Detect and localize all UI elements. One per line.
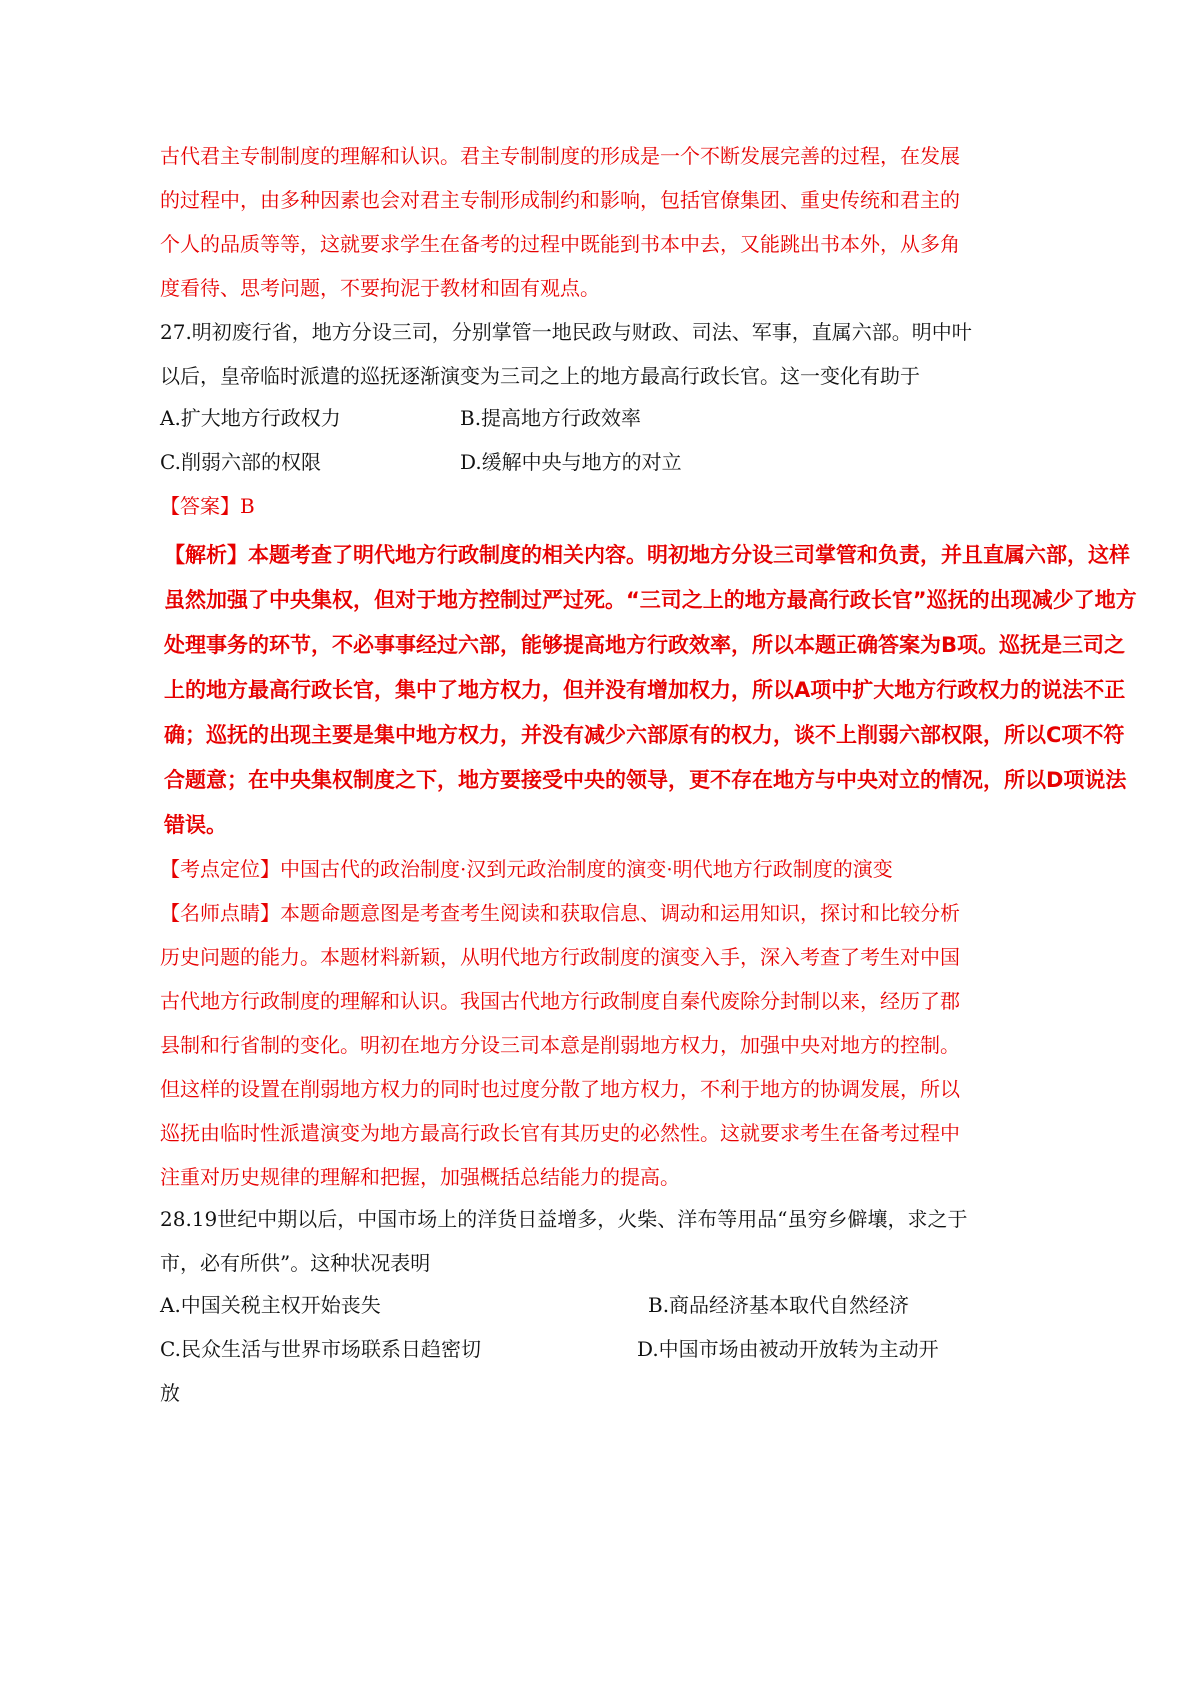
analysis-line: 确；巡抚的出现主要是集中地方权力，并没有减少六部原有的权力，谈不上削弱六部权限，所以C项不符 [164, 723, 1125, 747]
mingshi-line: 古代地方行政制度的理解和认识。我国古代地方行政制度自秦代废除分封制以来，经历了郡 [160, 989, 960, 1013]
q28-option-a: A.中国关税主权开始丧失 [160, 1293, 381, 1317]
mingshi-line: 巡抚由临时性派遣演变为地方最高行政长官有其历史的必然性。这就要求考生在备考过程中 [160, 1121, 960, 1145]
q27-answer: 【答案】B [160, 494, 255, 518]
analysis-line: 上的地方最高行政长官，集中了地方权力，但并没有增加权力，所以A项中扩大地方行政权力的说法不正 [164, 678, 1126, 702]
analysis-line: 合题意；在中央集权制度之下，地方要接受中央的领导，更不存在地方与中央对立的情况，所以D项说法 [164, 768, 1127, 792]
q28-option-d: D.中国市场由被动开放转为主动开 [637, 1337, 939, 1361]
mingshi-line: 但这样的设置在削弱地方权力的同时也过度分散了地方权力，不利于地方的协调发展，所以 [160, 1077, 960, 1101]
mingshi-line: 县制和行省制的变化。明初在地方分设三司本意是削弱地方权力，加强中央对地方的控制。 [160, 1033, 960, 1057]
q28-option-d-continued: 放 [160, 1381, 180, 1405]
question-28-stem: 28.19世纪中期以后，中国市场上的洋货日益增多，火柴、洋布等用品“虽穷乡僻壤，求之于 [160, 1207, 968, 1231]
analysis-line: 处理事务的环节，不必事事经过六部，能够提高地方行政效率，所以本题正确答案为B项。巡抚是三司之 [164, 633, 1126, 657]
q28-option-b: B.商品经济基本取代自然经济 [648, 1293, 910, 1317]
question-27-stem: 27.明初废行省，地方分设三司，分别掌管一地民政与财政、司法、军事，直属六部。明中叶 [160, 320, 972, 344]
mingshi-line: 注重对历史规律的理解和把握，加强概括总结能力的提高。 [160, 1165, 680, 1189]
analysis-line: 虽然加强了中央集权，但对于地方控制过严过死。“三司之上的地方最高行政长官”巡抚的出现减少了地方 [164, 588, 1137, 612]
question-28-stem: 市，必有所供”。这种状况表明 [160, 1251, 431, 1275]
mingshi-line: 历史问题的能力。本题材料新颖，从明代地方行政制度的演变入手，深入考查了考生对中国 [160, 945, 960, 969]
q27-option-b: B.提高地方行政效率 [460, 406, 642, 430]
intro-line: 度看待、思考问题，不要拘泥于教材和固有观点。 [160, 276, 600, 300]
q27-option-d: D.缓解中央与地方的对立 [460, 450, 682, 474]
intro-line: 古代君主专制制度的理解和认识。君主专制制度的形成是一个不断发展完善的过程，在发展 [160, 144, 960, 168]
q28-option-c: C.民众生活与世界市场联系日趋密切 [160, 1337, 481, 1361]
intro-line: 个人的品质等等，这就要求学生在备考的过程中既能到书本中去，又能跳出书本外，从多角 [160, 232, 960, 256]
analysis-line: 错误。 [164, 813, 227, 837]
q27-option-c: C.削弱六部的权限 [160, 450, 321, 474]
mingshi-line: 【名师点睛】本题命题意图是考查考生阅读和获取信息、调动和运用知识，探讨和比较分析 [160, 901, 960, 925]
q27-option-a: A.扩大地方行政权力 [160, 406, 341, 430]
kaodian-line: 【考点定位】中国古代的政治制度·汉到元政治制度的演变·明代地方行政制度的演变 [160, 857, 893, 881]
intro-line: 的过程中，由多种因素也会对君主专制形成制约和影响，包括官僚集团、重史传统和君主的 [160, 188, 960, 212]
question-27-stem: 以后，皇帝临时派遣的巡抚逐渐演变为三司之上的地方最高行政长官。这一变化有助于 [160, 364, 920, 388]
analysis-line: 【解析】本题考查了明代地方行政制度的相关内容。明初地方分设三司掌管和负责，并且直属六部，这样 [164, 543, 1130, 567]
